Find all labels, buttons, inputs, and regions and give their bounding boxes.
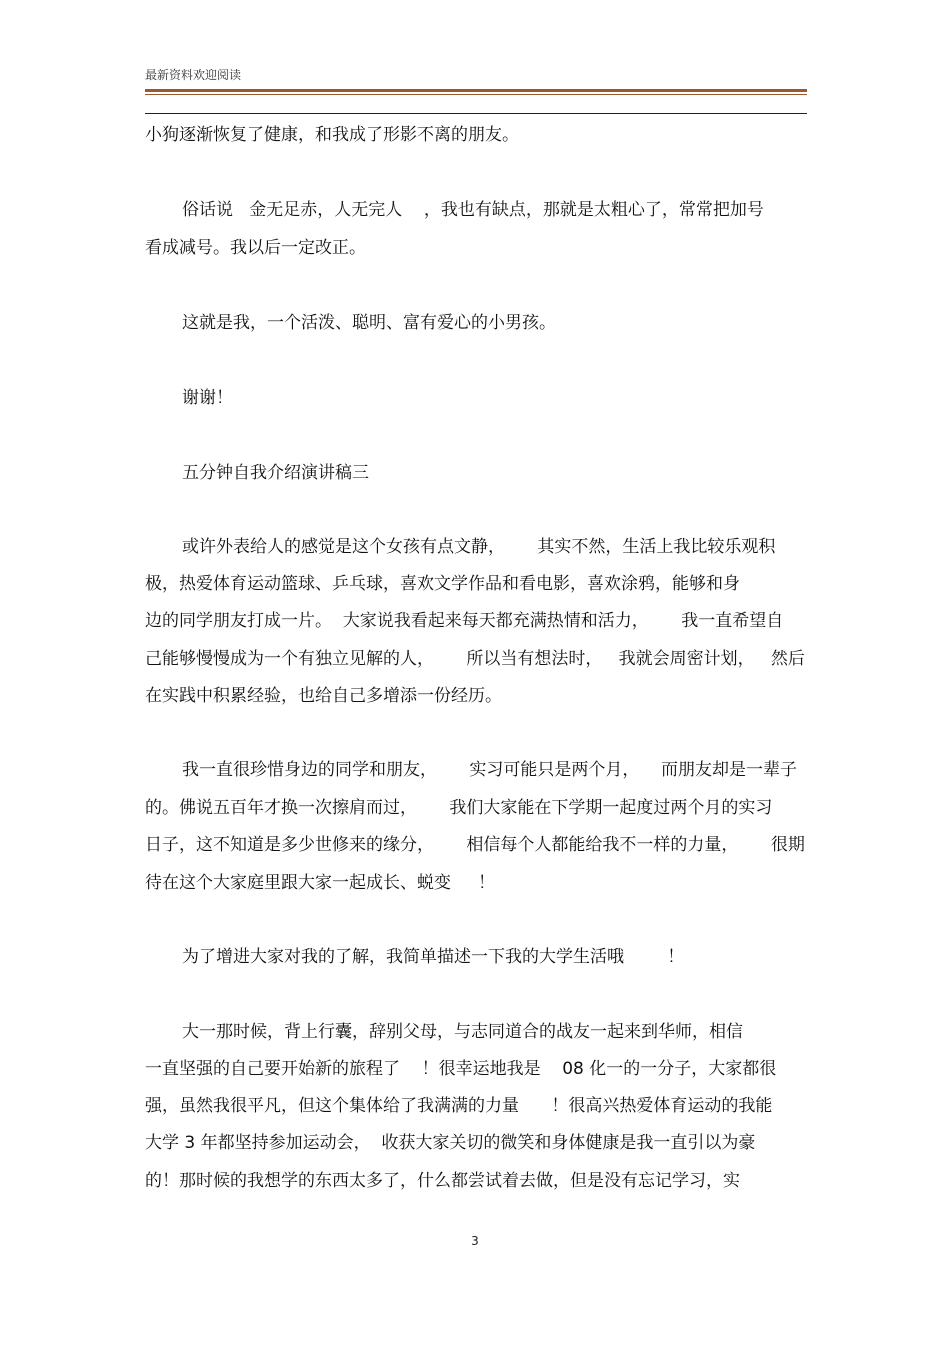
text-line: 的。佛说五百年才换一次擦肩而过， 我们大家能在下学期一起度过两个月的实习 (145, 798, 773, 818)
text-line: 谢谢！ (182, 388, 233, 408)
text-line: 我一直很珍惜身边的同学和朋友， 实习可能只是两个月， 而朋友却是一辈子 (182, 760, 798, 780)
text-line: 俗话说 金无足赤，人无完人 ，我也有缺点，那就是太粗心了，常常把加号 (182, 200, 764, 220)
header-title: 最新资料欢迎阅读 (145, 68, 242, 82)
header-rule-thick (145, 89, 807, 92)
text-line: 为了增进大家对我的了解，我简单描述一下我的大学生活哦 ！ (182, 947, 685, 967)
text-line: 在实践中积累经验，也给自己多增添一份经历。 (145, 686, 502, 706)
text-line: 小狗逐渐恢复了健康，和我成了形影不离的朋友。 (145, 125, 519, 145)
text-line: 己能够慢慢成为一个有独立见解的人， 所以当有想法时， 我就会周密计划， 然后 (145, 649, 805, 669)
text-line: 日子，这不知道是多少世修来的缘分， 相信每个人都能给我不一样的力量， 很期 (145, 835, 805, 855)
text-line: 大一那时候，背上行囊，辞别父母，与志同道合的战友一起来到华师，相信 (182, 1022, 743, 1042)
page-number: 3 (471, 1234, 479, 1248)
text-line: 或许外表给人的感觉是这个女孩有点文静， 其实不然，生活上我比较乐观积 (182, 537, 776, 557)
header-rule-thin (145, 94, 807, 95)
text-line: 的！那时候的我想学的东西太多了，什么都尝试着去做，但是没有忘记学习，实 (145, 1171, 740, 1191)
text-line: 极，热爱体育运动篮球、乒乓球，喜欢文学作品和看电影，喜欢涂鸦，能够和身 (145, 574, 740, 594)
text-line: 一直坚强的自己要开始新的旅程了 ！很幸运地我是 08 化一的一分子，大家都很 (145, 1059, 777, 1079)
text-line: 这就是我，一个活泼、聪明、富有爱心的小男孩。 (182, 313, 556, 333)
header-rule-bottom (145, 113, 807, 114)
section-heading: 五分钟自我介绍演讲稿三 (182, 463, 369, 483)
text-line: 边的同学朋友打成一片。 大家说我看起来每天都充满热情和活力， 我一直希望自 (145, 611, 784, 631)
text-line: 看成减号。我以后一定改正。 (145, 238, 366, 258)
text-line: 强，虽然我很平凡，但这个集体给了我满满的力量 ！很高兴热爱体育运动的我能 (145, 1096, 773, 1116)
text-line: 待在这个大家庭里跟大家一起成长、蜕变 ！ (145, 873, 496, 893)
text-line: 大学 3 年都坚持参加运动会， 收获大家关切的微笑和身体健康是我一直引以为豪 (145, 1133, 756, 1153)
